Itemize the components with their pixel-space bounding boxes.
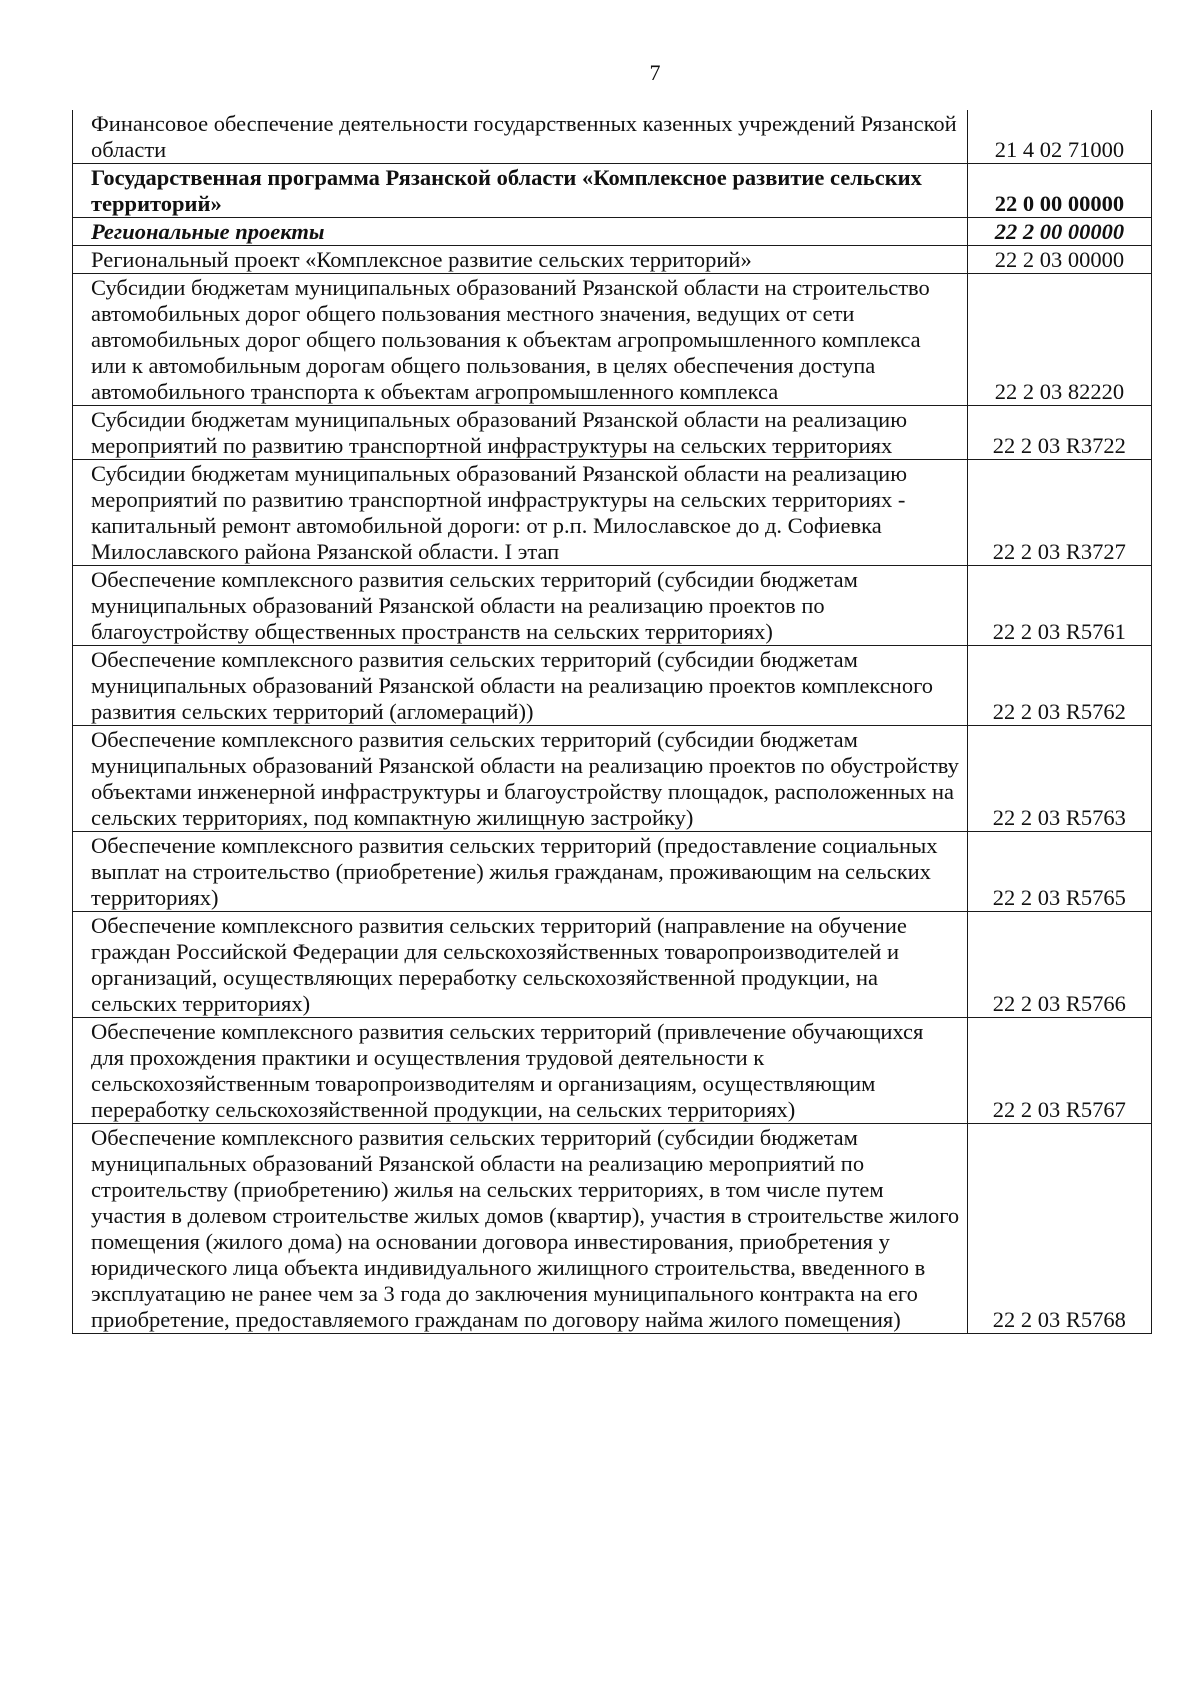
- row-name: Обеспечение комплексного развития сельских территорий (направление на обучение граждан Российской Федерации для сельскохозяйственных товаропроизводителей и организаций, осуществляющих переработку сельскохозяйственной продукции, на сельских территориях): [73, 912, 968, 1018]
- row-code: 22 2 03 00000: [967, 246, 1151, 274]
- row-code: 22 2 03 R5762: [967, 646, 1151, 726]
- table-row: [73, 406, 1152, 460]
- row-code: 22 2 03 R5761: [967, 566, 1151, 646]
- row-name: Финансовое обеспечение деятельности государственных казенных учреждений Рязанской области: [73, 110, 968, 164]
- row-code: 22 2 03 R5765: [967, 832, 1151, 912]
- table-row: [73, 646, 1152, 726]
- row-name: Обеспечение комплексного развития сельских территорий (субсидии бюджетам муниципальных образований Рязанской области на реализацию проектов по обустройству объектами инженерной инфраструктуры и благоустройству площадок, расположенных на сельских территориях, под компактную жилищную застройку): [73, 726, 968, 832]
- row-name: Государственная программа Рязанской области «Комплексное развитие сельских территорий»: [73, 164, 968, 218]
- table-row: [73, 832, 1152, 912]
- row-name: Субсидии бюджетам муниципальных образований Рязанской области на реализацию мероприятий по развитию транспортной инфраструктуры на сельских территориях: [73, 406, 968, 460]
- row-name: Обеспечение комплексного развития сельских территорий (субсидии бюджетам муниципальных образований Рязанской области на реализацию мероприятий по строительству (приобретению) жилья на сельских территориях, в том числе путем участия в долевом строительстве жилых домов (квартир), участия в строительстве жилого помещения (жилого дома) на основании договора инвестирования, приобретения у юридического лица объекта индивидуального жилищного строительства, введенного в эксплуатацию не ранее чем за 3 года до заключения муниципального контракта на его приобретение, предоставляемого гражданам по договору найма жилого помещения): [73, 1124, 968, 1334]
- row-name: Обеспечение комплексного развития сельских территорий (субсидии бюджетам муниципальных образований Рязанской области на реализацию проектов по благоустройству общественных пространств на сельских территориях): [73, 566, 968, 646]
- row-code: 22 0 00 00000: [967, 164, 1151, 218]
- table-row: [73, 1018, 1152, 1124]
- table-row: [73, 1124, 1152, 1334]
- row-name: Субсидии бюджетам муниципальных образований Рязанской области на строительство автомобильных дорог общего пользования местного значения, ведущих от сети автомобильных дорог общего пользования к объектам агропромышленного комплекса или к автомобильным дорогам общего пользования, в целях обеспечения доступа автомобильного транспорта к объектам агропромышленного комплекса: [73, 274, 968, 406]
- row-code: 22 2 00 00000: [967, 218, 1151, 246]
- table-row: [73, 110, 1152, 164]
- row-name: Обеспечение комплексного развития сельских территорий (субсидии бюджетам муниципальных образований Рязанской области на реализацию проектов комплексного развития сельских территорий (агломераций)): [73, 646, 968, 726]
- row-name: Региональные проекты: [73, 218, 968, 246]
- table-row: [73, 726, 1152, 832]
- table-row: [73, 218, 1152, 246]
- row-code: 22 2 03 R5767: [967, 1018, 1151, 1124]
- budget-classification-table: [72, 110, 1152, 1334]
- table-row: [73, 460, 1152, 566]
- table-row: [73, 246, 1152, 274]
- row-name: Субсидии бюджетам муниципальных образований Рязанской области на реализацию мероприятий по развитию транспортной инфраструктуры на сельских территориях - капитальный ремонт автомобильной дороги: от р.п. Милославское до д. Софиевка Милославского района Рязанской области. I этап: [73, 460, 968, 566]
- row-name: Обеспечение комплексного развития сельских территорий (предоставление социальных выплат на строительство (приобретение) жилья гражданам, проживающим на сельских территориях): [73, 832, 968, 912]
- row-code: 22 2 03 R5763: [967, 726, 1151, 832]
- row-code: 22 2 03 82220: [967, 274, 1151, 406]
- table-row: [73, 164, 1152, 218]
- row-name: Обеспечение комплексного развития сельских территорий (привлечение обучающихся для прохождения практики и осуществления трудовой деятельности к сельскохозяйственным товаропроизводителям и организациям, осуществляющим переработку сельскохозяйственной продукции, на сельских территориях): [73, 1018, 968, 1124]
- row-name: Региональный проект «Комплексное развитие сельских территорий»: [73, 246, 968, 274]
- row-code: 22 2 03 R3722: [967, 406, 1151, 460]
- table-row: [73, 274, 1152, 406]
- page-number: 7: [649, 60, 661, 85]
- row-code: 22 2 03 R3727: [967, 460, 1151, 566]
- row-code: 22 2 03 R5766: [967, 912, 1151, 1018]
- table-row: [73, 912, 1152, 1018]
- row-code: 22 2 03 R5768: [967, 1124, 1151, 1334]
- table-row: [73, 566, 1152, 646]
- row-code: 21 4 02 71000: [967, 110, 1151, 164]
